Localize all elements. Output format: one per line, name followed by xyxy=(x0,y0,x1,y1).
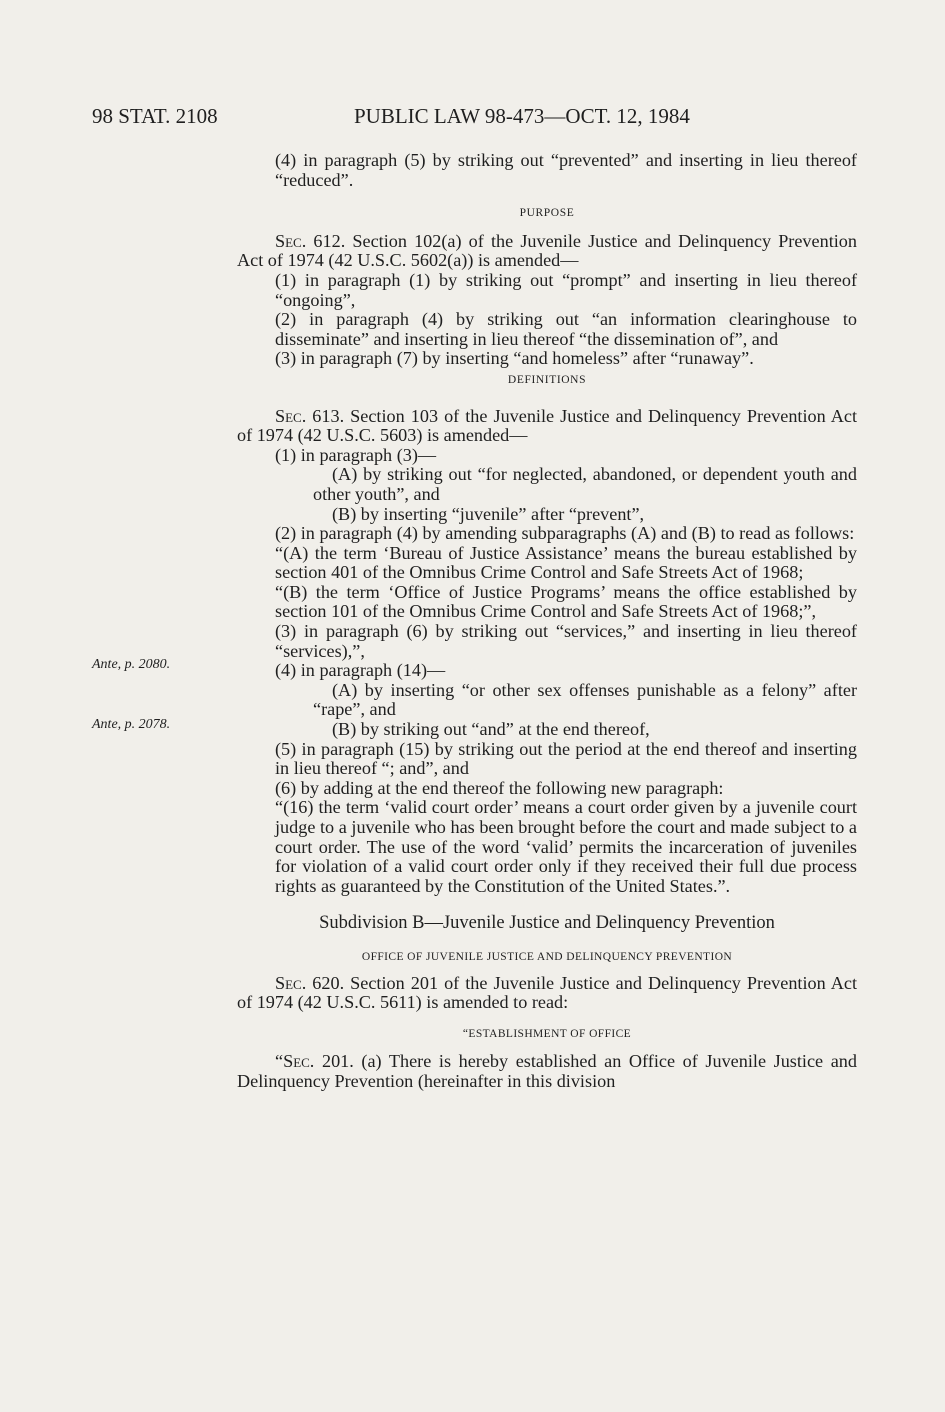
section-613-item-5: (5) in paragraph (15) by striking out the period at the end thereof and inserting in lieu thereof “; and”, and xyxy=(275,738,857,779)
section-613-item-2b: “(B) the term ‘Office of Justice Programs’ means the office established by section 101 of the Omnibus Crime Control and Safe Streets Act of 1968;”, xyxy=(275,581,857,622)
law-title: PUBLIC LAW 98-473—OCT. 12, 1984 xyxy=(354,104,690,128)
heading-establishment: “ESTABLISHMENT OF OFFICE xyxy=(462,1027,632,1040)
section-label: Sec. xyxy=(275,405,307,426)
section-613-item-6: (6) by adding at the end thereof the following new paragraph: xyxy=(275,777,724,798)
section-620 xyxy=(237,974,857,1013)
section-612-item-1: (1) in paragraph (1) by striking out “prompt” and inserting in lieu thereof “ongoing”, xyxy=(275,269,857,310)
stat-reference: 98 STAT. 2108 xyxy=(92,104,218,128)
section-613-item-4a: (A) by inserting “or other sex offenses punishable as a felony” after “rape”, and xyxy=(313,679,857,720)
heading-office: OFFICE OF JUVENILE JUSTICE AND DELINQUENCY PREVENTION xyxy=(361,950,733,963)
paragraph-intro: (4) in paragraph (5) by striking out “prevented” and inserting in lieu thereof “reduced”. xyxy=(275,150,857,190)
section-label: Sec. xyxy=(275,230,307,251)
section-612-item-2: (2) in paragraph (4) by striking out “an information clearinghouse to disseminate” and inserting in lieu thereof “the dissemination of”, and xyxy=(275,309,857,349)
section-612-item-3: (3) in paragraph (7) by inserting “and homeless” after “runaway”. xyxy=(275,348,754,369)
margin-note-ante-2078 xyxy=(92,717,170,733)
section-613-paragraph-16: “(16) the term ‘valid court order’ means a court order given by a juvenile court judge to a juvenile who has been brought before the court and made subject to a court order. The use of the word ‘valid’ permits the incarceration of juveniles for violation of a valid court order only if they received their full due process rights as guaranteed by the Constitution of the United States.”. xyxy=(275,797,857,896)
subdivision-title: Subdivision B—Juvenile Justice and Delinquency Prevention xyxy=(319,913,775,934)
margin-note-ante-2080 xyxy=(92,657,170,673)
section-613-item-4b: (B) by striking out “and” at the end thereof, xyxy=(332,719,650,740)
section-613-item-4: (4) in paragraph (14)— xyxy=(275,660,446,681)
section-text: 612. Section 102(a) of the Juvenile Justice and Delinquency Prevention Act of 1974 (42 U.S.C. 5602(a)) is amended— xyxy=(237,230,857,271)
section-label: “Sec. xyxy=(275,1051,315,1072)
margin-note-text: Ante, p. 2078. xyxy=(92,717,171,732)
section-612 xyxy=(237,232,857,271)
section-613-item-2: (2) in paragraph (4) by amending subparagraphs (A) and (B) to read as follows: xyxy=(275,523,855,544)
margin-note-text: Ante, p. 2080. xyxy=(92,657,171,672)
document-body xyxy=(237,151,857,1092)
section-201 xyxy=(237,1052,857,1091)
section-613-item-3: (3) in paragraph (6) by striking out “services,” and inserting in lieu thereof “services),”, xyxy=(275,621,857,661)
section-text: 613. Section 103 of the Juvenile Justice and Delinquency Prevention Act of 1974 (42 U.S.C. 5603) is amended— xyxy=(237,405,857,446)
section-label: Sec. xyxy=(275,972,307,993)
section-613 xyxy=(237,407,857,446)
heading-definitions: DEFINITIONS xyxy=(507,373,587,386)
section-text: 201. (a) There is hereby established an Office of Juvenile Justice and Delinquency Prevention (hereinafter in this division xyxy=(237,1051,857,1091)
section-613-item-1a: (A) by striking out “for neglected, abandoned, or dependent youth and other youth”, and xyxy=(313,464,857,504)
heading-purpose: PURPOSE xyxy=(519,207,575,220)
section-613-item-2a: “(A) the term ‘Bureau of Justice Assistance’ means the bureau established by section 401 of the Omnibus Crime Control and Safe Streets Act of 1968; xyxy=(275,542,857,583)
section-613-item-1: (1) in paragraph (3)— xyxy=(275,444,437,465)
section-text: 620. Section 201 of the Juvenile Justice and Delinquency Prevention Act of 1974 (42 U.S.C. 5611) is amended to read: xyxy=(237,972,857,1013)
section-613-item-1b: (B) by inserting “juvenile” after “prevent”, xyxy=(332,503,645,524)
